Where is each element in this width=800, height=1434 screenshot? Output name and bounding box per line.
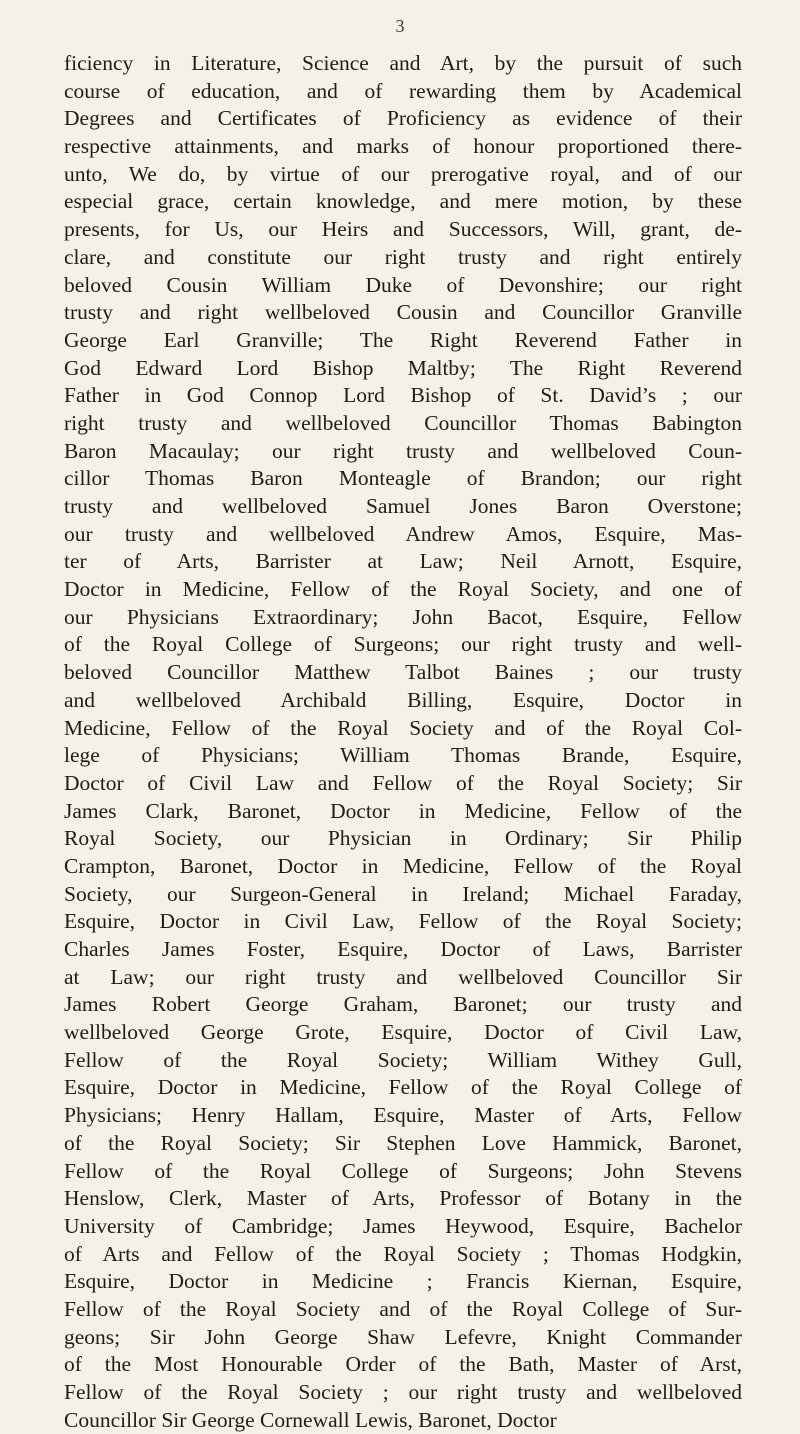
text-line: presents, for Us, our Heirs and Successors, Will, grant, de- — [64, 217, 742, 242]
text-line: Charles James Foster, Esquire, Doctor of Laws, Barrister — [64, 937, 742, 961]
text-line: Crampton, Baronet, Doctor in Medicine, Fellow of the Royal — [64, 853, 742, 878]
text-line: beloved Cousin William Duke of Devonshire; our right — [64, 272, 742, 297]
text-line: God Edward Lord Bishop Maltby; The Right Reverend — [64, 355, 742, 380]
text-line: Fellow of the Royal Society and of the Royal College of Sur- — [64, 1296, 742, 1321]
text-line: University of Cambridge; James Heywood, Esquire, Bachelor — [64, 1213, 742, 1238]
text-line: Degrees and Certificates of Proficiency as evidence of their — [64, 106, 742, 131]
text-line: Councillor Sir George Cornewall Lewis, Baronet, Doctor — [64, 1407, 557, 1432]
body-text — [64, 50, 742, 1434]
page-number: 3 — [395, 16, 405, 36]
text-line: beloved Councillor Matthew Talbot Baines ; our trusty — [64, 660, 742, 685]
text-line: especial grace, certain knowledge, and mere motion, by these — [64, 189, 742, 214]
text-line: Royal Society, our Physician in Ordinary; Sir Philip — [64, 826, 742, 851]
text-line: Medicine, Fellow of the Royal Society and of the Royal Col- — [64, 715, 742, 740]
text-line: of the Royal Society; Sir Stephen Love Hammick, Baronet, — [64, 1130, 742, 1155]
text-line: our Physicians Extraordinary; John Bacot, Esquire, Fellow — [64, 604, 742, 629]
text-line: our trusty and wellbeloved Andrew Amos, Esquire, Mas- — [64, 521, 742, 546]
text-line: clare, and constitute our right trusty and right entirely — [64, 244, 742, 269]
text-line: Fellow of the Royal Society ; our right trusty and wellbeloved — [64, 1380, 742, 1404]
text-line: George Earl Granville; The Right Reverend Father in — [64, 327, 742, 352]
text-line: cillor Thomas Baron Monteagle of Brandon; our right — [64, 466, 742, 491]
text-line: geons; Sir John George Shaw Lefevre, Knight Commander — [64, 1324, 742, 1349]
text-line: Physicians; Henry Hallam, Esquire, Master of Arts, Fellow — [64, 1103, 742, 1128]
text-line: right trusty and wellbeloved Councillor Thomas Babington — [64, 410, 742, 435]
text-line: Doctor of Civil Law and Fellow of the Royal Society; Sir — [64, 770, 742, 795]
text-line: of the Most Honourable Order of the Bath, Master of Arst, — [64, 1352, 742, 1377]
text-line: James Clark, Baronet, Doctor in Medicine, Fellow of the — [64, 798, 742, 823]
text-line: Henslow, Clerk, Master of Arts, Professor of Botany in the — [64, 1186, 742, 1211]
text-line: trusty and wellbeloved Samuel Jones Baron Overstone; — [64, 494, 742, 518]
text-line: respective attainments, and marks of honour proportioned there- — [64, 134, 742, 159]
text-line: Society, our Surgeon-General in Ireland; Michael Faraday, — [64, 881, 742, 906]
text-line: at Law; our right trusty and wellbeloved Councillor Sir — [64, 964, 742, 989]
text-line: Doctor in Medicine, Fellow of the Royal Society, and one of — [64, 577, 742, 602]
text-line: Esquire, Doctor in Medicine ; Francis Kiernan, Esquire, — [64, 1269, 742, 1294]
text-line: Fellow of the Royal Society; William Withey Gull, — [64, 1047, 742, 1072]
text-line: Father in God Connop Lord Bishop of St. David’s ; our — [64, 383, 742, 408]
text-line: course of education, and of rewarding them by Academical — [64, 78, 742, 103]
text-line: Baron Macaulay; our right trusty and wellbeloved Coun- — [64, 438, 742, 463]
text-line: Esquire, Doctor in Civil Law, Fellow of the Royal Society; — [64, 909, 742, 934]
text-line: unto, We do, by virtue of our prerogative royal, and of our — [64, 161, 742, 186]
text-line: of the Royal College of Surgeons; our right trusty and well- — [64, 632, 742, 657]
text-line: Esquire, Doctor in Medicine, Fellow of the Royal College of — [64, 1075, 742, 1100]
text-line: Fellow of the Royal College of Surgeons; John Stevens — [64, 1158, 742, 1183]
text-line: ter of Arts, Barrister at Law; Neil Arnott, Esquire, — [64, 549, 742, 574]
text-line: trusty and right wellbeloved Cousin and Councillor Granville — [64, 300, 742, 325]
text-line: and wellbeloved Archibald Billing, Esquire, Doctor in — [64, 687, 742, 712]
text-line: of Arts and Fellow of the Royal Society ; Thomas Hodgkin, — [64, 1241, 742, 1266]
text-line: James Robert George Graham, Baronet; our trusty and — [64, 992, 742, 1017]
text-line: lege of Physicians; William Thomas Brande, Esquire, — [64, 743, 742, 768]
text-line: ficiency in Literature, Science and Art, by the pursuit of such — [64, 51, 742, 75]
text-line: wellbeloved George Grote, Esquire, Doctor of Civil Law, — [64, 1020, 742, 1045]
